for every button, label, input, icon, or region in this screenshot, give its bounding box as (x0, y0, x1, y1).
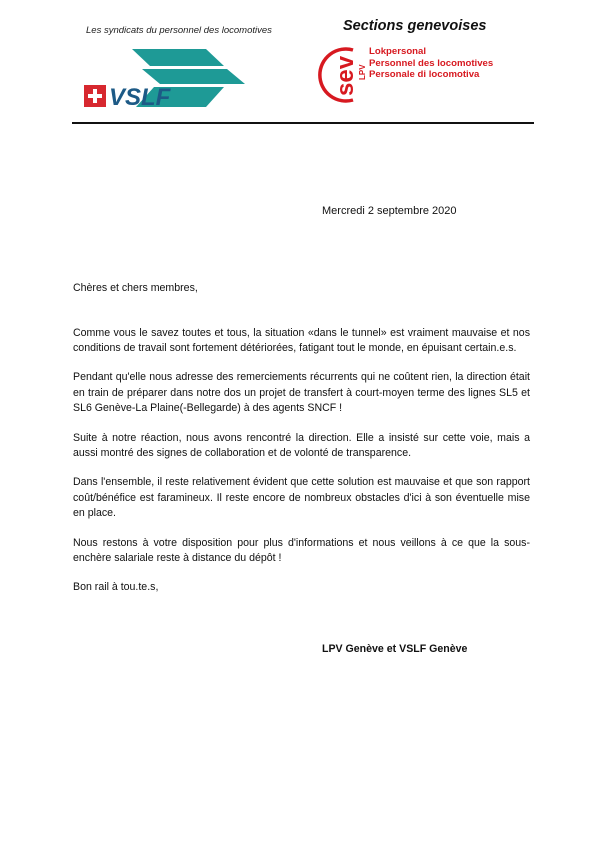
letter-paragraph: Dans l'ensemble, il reste relativement évident que cette solution est mauvaise et que son rapport coût/bénéfice est faramineux. Il reste encore de nombreux obstacles d'ici à son éventuelle mise en place. (73, 476, 530, 520)
union-names (369, 46, 493, 81)
letter-closing: Bon rail à tou.te.s, (73, 581, 159, 594)
letter-paragraph: Suite à notre réaction, nous avons rencontré la direction. Elle a insisté sur cette voie, mais a aussi montré des signes de collaboration et de volonté de transparence. (73, 431, 530, 460)
letter-signature: LPV Genève et VSLF Genève (322, 643, 468, 655)
sev-lpv-logo (313, 44, 369, 106)
letter-paragraph: Comme vous le savez toutes et tous, la situation «dans le tunnel» est vraiment mauvaise et nos conditions de travail sont fortement détériorées, fatigant tout le monde, en épuisant certain.e.s. (73, 326, 530, 355)
union-name-de: Lokpersonal (369, 46, 427, 57)
letter-date: Mercredi 2 septembre 2020 (322, 205, 457, 217)
sev-logo-text: sev (332, 55, 359, 96)
header-tagline: Les syndicats du personnel des locomotives (86, 25, 272, 36)
header-divider (72, 122, 534, 124)
lpv-logo-text: LPV (358, 64, 367, 80)
union-name-it: Personale di locomotiva (369, 69, 480, 80)
letter-paragraph: Pendant qu'elle nous adresse des remerciements récurrents qui ne coûtent rien, la direction était en train de préparer dans notre dos un projet de transfert à court-moyen terme des lignes SL5 et SL6 Genève-La Plaine(-Bellegarde) à des agents SNCF ! (73, 371, 530, 415)
letter-paragraph: Nous restons à votre disposition pour plus d'informations et nous veillons à ce que la sous-enchère salariale reste à distance du dépôt ! (73, 536, 530, 565)
letter-greeting: Chères et chers membres, (73, 282, 198, 294)
vslf-logo (84, 49, 246, 111)
letter-body (73, 281, 530, 609)
vslf-logo-text: VSLF (109, 84, 171, 111)
union-name-fr: Personnel des locomotives (369, 57, 494, 69)
sections-title: Sections genevoises (343, 18, 487, 34)
